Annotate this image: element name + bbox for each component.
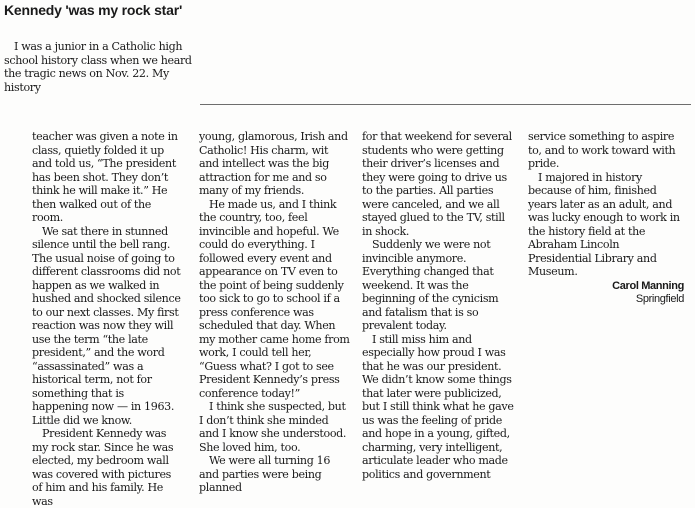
paragraph: He made us, and I think the country, too, feel invincible and hopeful. We could do everything. I followed every event and appearance on TV even to the point of being suddenly too sick to go to school if a press conference was scheduled that day. When my mother came home from work, I could tell her, “Guess what? I got to see President Kennedy’s press conference today!”	[199, 197, 350, 400]
paragraph: I still miss him and especially how proud I was that he was our president. We didn’t know some things that later were publicized, but I still think what he gave us was the feeling of pride and hope in a young, gifted, charming, very intelligent, articulate leader who made politics and government	[362, 332, 514, 481]
headline: Kennedy 'was my rock star'	[4, 2, 183, 18]
column-4-paragraphs	[528, 130, 684, 279]
paragraph: young, glamorous, Irish and Catholic! His charm, wit and intellect was the big attraction for me and so many of my friends.	[199, 130, 348, 197]
author-location: Springfield	[635, 292, 684, 305]
lead-paragraph	[4, 40, 204, 95]
paragraph: I think she suspected, but I don’t think she minded and I know she understood. She loved him, too.	[199, 400, 347, 454]
section-divider	[200, 104, 691, 105]
lead-text: I was a junior in a Catholic high school history class when we heard the tragic news on Nov. 22. My history	[4, 40, 192, 95]
paragraph: service something to aspire to, and to work toward with pride.	[528, 130, 676, 170]
article-column-1	[32, 130, 182, 508]
paragraph: for that weekend for several students who were getting their driver’s licenses and they were going to drive us to the parties. All parties were canceled, and we all stayed glued to the TV, still in shock.	[362, 130, 512, 238]
author-name: Carol Manning	[612, 279, 684, 292]
article-column-4	[528, 130, 684, 306]
paragraph: teacher was given a note in class, quietly folded it up and told us, “The president has been shot. They don’t think he will make it.” He then walked out of the room.	[32, 130, 178, 224]
article-column-2	[199, 130, 351, 495]
paragraph: We sat there in stunned silence until the bell rang. The usual noise of going to different classrooms did not happen as we walked in hushed and shocked silence to our next classes. My first reaction was now they will use the term “the late president,” and the word “assassinated” was a historical term, not for something that is happening now — in 1963. Little did we know.	[32, 224, 181, 427]
paragraph: I majored in history because of him, finished years later as an adult, and was lucky enough to work in the history field at the Abraham Lincoln Presidential Library and Museum.	[528, 170, 680, 278]
paragraph: We were all turning 16 and parties were being planned	[199, 454, 331, 494]
article-column-3	[362, 130, 514, 481]
paragraph: Suddenly we were not invincible anymore. Everything changed that weekend. It was the beginning of the cynicism and fatalism that is so prevalent today.	[362, 238, 499, 332]
signature	[528, 280, 684, 306]
paragraph: President Kennedy was my rock star. Since he was elected, my bedroom wall was covered with pictures of him and his family. He was	[32, 427, 174, 508]
